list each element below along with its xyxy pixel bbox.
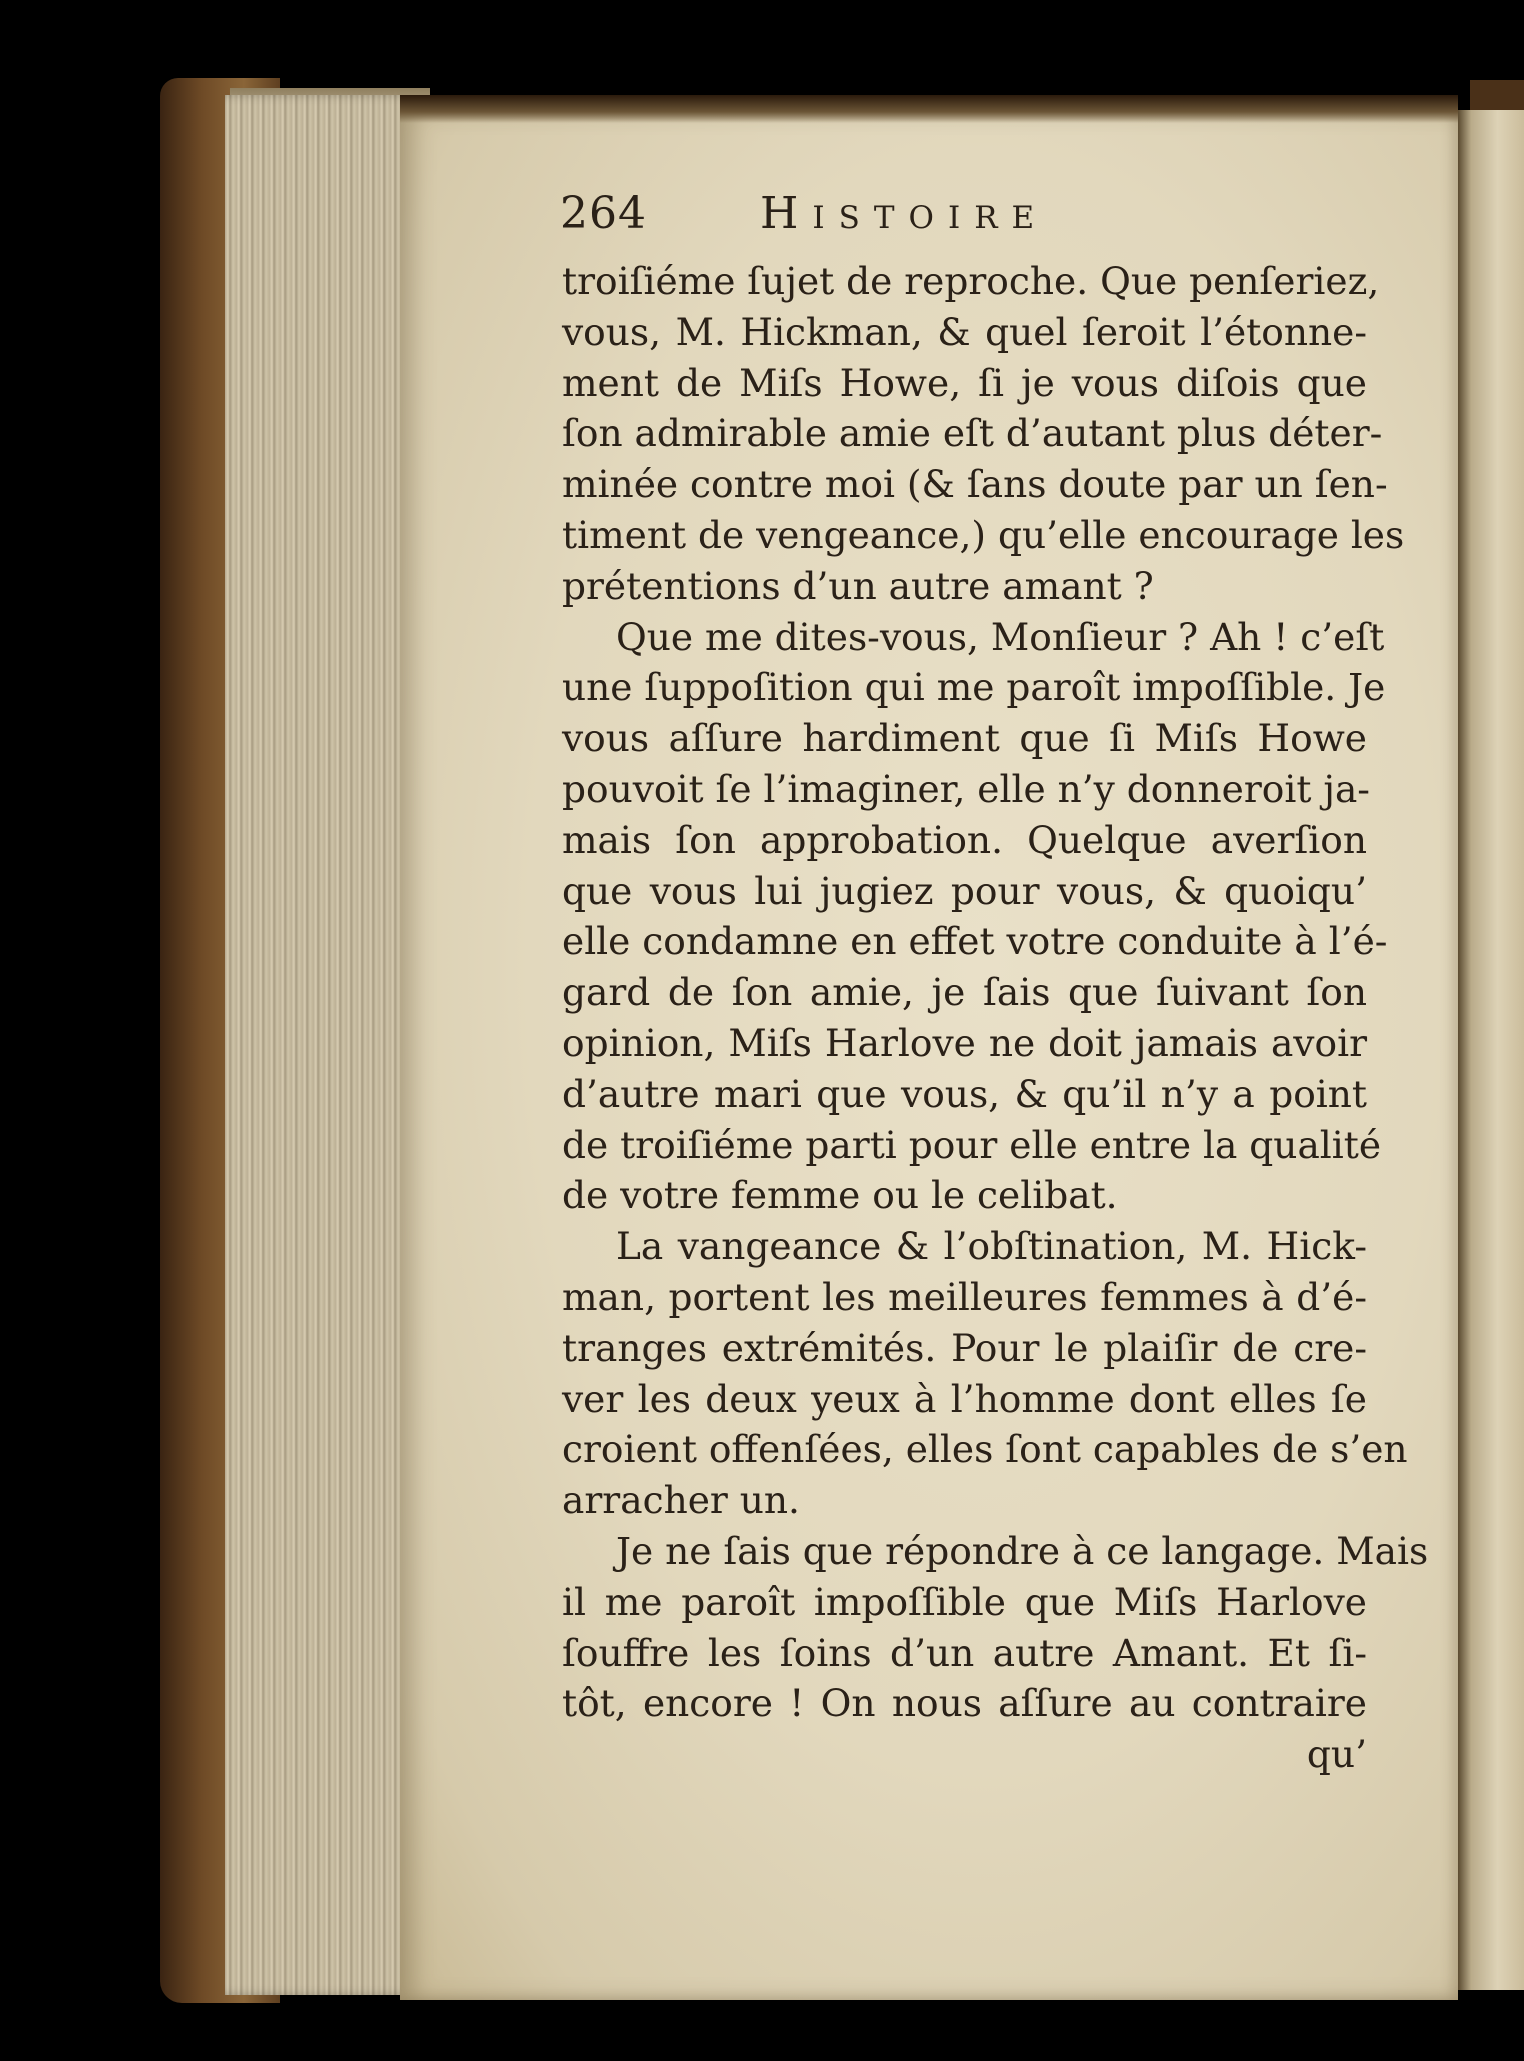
page-body-text — [562, 256, 1429, 1780]
text-line: vous, M. Hickman, & quel ſeroit l’étonne- — [562, 309, 1367, 354]
facing-cover-edge — [1470, 80, 1524, 110]
text-line: arracher un. — [562, 1478, 800, 1523]
text-line: Je ne ſais que répondre à ce langage. Mais — [616, 1528, 1429, 1573]
text-line: que vous lui jugiez pour vous, & quoiqu’ — [562, 868, 1367, 913]
text-line: opinion, Miſs Harlove ne doit jamais avoir — [562, 1020, 1367, 1065]
text-line: ment de Miſs Howe, ſi je vous diſois que — [562, 360, 1367, 405]
text-line: ſon admirable amie eſt d’autant plus déter- — [562, 411, 1383, 456]
text-line: de votre femme ou le celibat. — [562, 1173, 1118, 1218]
text-line: pouvoit ſe l’imaginer, elle n’y donneroit ja- — [562, 766, 1370, 811]
text-line: mais ſon approbation. Quelque averſion — [562, 817, 1367, 862]
text-line: ver les deux yeux à l’homme dont elles ſe — [562, 1376, 1367, 1421]
page-header — [560, 188, 1160, 244]
text-line: Que me dites-vous, Monſieur ? Ah ! c’eſt — [616, 614, 1385, 659]
running-head: Histoire — [760, 188, 1049, 239]
text-line: une ſuppoſition qui me paroît impoſſible. Je — [562, 665, 1386, 710]
page-top-shadow — [400, 95, 1458, 123]
text-line: prétentions d’un autre amant ? — [562, 563, 1154, 608]
text-line: timent de vengeance,) qu’elle encourage les — [562, 512, 1405, 557]
text-line: troiſiéme ſujet de reproche. Que penſeriez, — [562, 259, 1380, 303]
text-line: croient offenſées, elles ſont capables de s’en — [562, 1427, 1408, 1472]
text-line: ſouffre les ſoins d’un autre Amant. Et ſi- — [562, 1630, 1367, 1675]
text-line: il me paroît impoſſible que Miſs Harlove — [562, 1579, 1367, 1624]
text-line: tôt, encore ! On nous aſſure au contraire — [562, 1681, 1367, 1726]
text-line: tranges extrémités. Pour le plaiſir de cre- — [562, 1325, 1367, 1370]
text-line: minée contre moi (& ſans doute par un ſen- — [562, 462, 1388, 507]
text-line: man, portent les meilleures femmes à d’é- — [562, 1274, 1367, 1319]
text-line: vous aſſure hardiment que ſi Miſs Howe — [562, 716, 1367, 761]
text-line: de troiſiéme parti pour elle entre la qualité — [562, 1122, 1382, 1167]
text-line: gard de ſon amie, je ſais que ſuivant ſon — [562, 970, 1367, 1015]
text-line: elle condamne en effet votre conduite à l’é- — [562, 919, 1388, 964]
text-line: d’autre mari que vous, & qu’il n’y a point — [562, 1071, 1367, 1116]
page-number: 264 — [560, 188, 647, 239]
facing-page-sliver — [1458, 110, 1524, 1990]
catchword: qu’ — [1306, 1732, 1367, 1777]
text-line: La vangeance & l’obſtination, M. Hick- — [616, 1224, 1367, 1269]
